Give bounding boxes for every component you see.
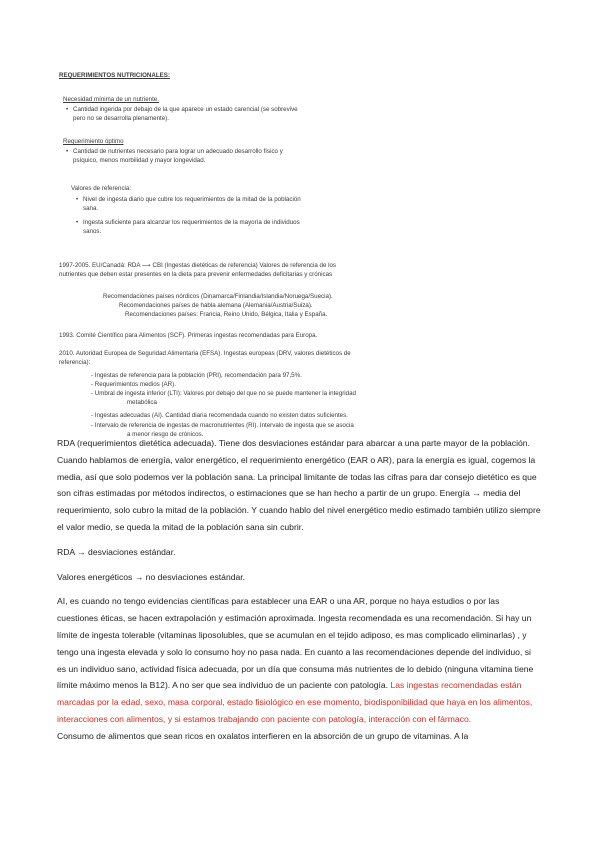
scf-line: 1993. Comité Científico para Alimentos (SCF). Primeras ingestas recomendadas para Europa.: [59, 332, 318, 339]
history-line-cont: nutrientes que deben estar presentes en la dieta para prevenir enfermedades deficitarias y crónicas: [59, 271, 333, 278]
rec-other: Recomendaciones países: Francia, Reino Unido, Bélgica, Italia y España.: [125, 311, 328, 318]
efsa-item-ri: - Intervalo de referencia de ingestas de macronutrientes (RI). Intervalo de ingesta que se asocia: [91, 422, 354, 429]
body-text: [57, 435, 542, 745]
paragraph-ai-text: AI, es cuando no tengo evidencias científicas para establecer una EAR o una AR, porque no haya estudios o por las cuestiones éticas, se hacen extrapolación y estimación aproximada. Ingesta recomendada es una recomendación. Si hay un límite de ingesta tolerable (vitaminas liposolubles, que se acumulan en el tejido adiposo, es mas complicado eliminarlas) , y tengo una ingesta elevada y solo lo consumo hoy no pasa nada. En cuanto a las recomendaciones depende del individuo, si es un individuo sano, actividad física adecuada, por un día que consuma más nutrientes de lo debido (ninguna vitamina tiene límite máximo menos la B12). A no ser que sea individuo de un paciente con patología.: [57, 596, 534, 691]
min-bullet-cont: pero no se desarrolla plenamente).: [73, 115, 169, 122]
rec-nordic: Recomendaciones países nórdicos (Dinamarca/Finlandia/Islandia/Noruega/Suecia).: [103, 293, 333, 300]
efsa-item-pri: - Ingestas de referencia para la población (PRI), recomendación para 97,5%.: [91, 372, 302, 379]
min-bullet-line: • Cantidad ingerida por debajo de la que aparece un estado carencial (se sobrevive: [73, 106, 298, 114]
rec-german: Recomendaciones países de habla alemana (Alemania/Austria/Suiza).: [119, 302, 313, 309]
highlighted-red-text: Las ingestas recomendadas están marcadas por la edad, sexo, masa corporal, estado fisiológico en ese momento, biodisponibilidad que haya en los alimentos, interacciones con alimentos, y si estamos trabajando con paciente con patología, interacción con el fármaco.: [57, 680, 533, 724]
efsa-line-cont: referencia):: [59, 359, 91, 366]
ref-heading: Valores de referencia:: [71, 185, 132, 192]
paragraph-oxalates: Consumo de alimentos que sean ricos en oxalatos interfieren en la absorción de un grupo de vitaminas. A la: [57, 730, 469, 741]
ref-bullet-1-cont: sana.: [83, 205, 99, 212]
ref-bullet-2-cont: sanos.: [83, 228, 102, 235]
efsa-line: 2010. Autoridad Europea de Seguridad Alimentaria (EFSA). Ingestas europeas (DRV, valores dietéticos de: [59, 350, 351, 357]
paragraph-ai: [57, 593, 542, 727]
ref-bullet-2: • Ingesta suficiente para alcanzar los requerimientos de la mayoría de individuos: [83, 219, 300, 227]
opt-bullet-cont: psíquico, menos morbilidad y mayor longevidad.: [73, 157, 206, 164]
efsa-item-ai: - Ingestas adecuadas (AI). Cantidad diaria recomendada cuando no existen datos suficientes.: [91, 412, 348, 419]
ref-bullet-1: • Nivel de ingesta diario que cubre los requerimientos de la mitad de la población: [83, 196, 301, 204]
paragraph-rda-arrow: RDA → desviaciones estándar.: [57, 546, 176, 557]
efsa-item-lti: - Umbral de ingesta inferior (LTI): Valores por debajo del que no se puede mantener la integridad: [91, 390, 356, 397]
opt-heading: Requerimiento óptimo: [63, 138, 124, 145]
efsa-item-ri-cont: a menor riesgo de crónicos.: [127, 431, 204, 438]
efsa-item-lti-cont: metabólica: [127, 399, 157, 406]
min-heading: Necesidad mínima de un nutriente.: [63, 96, 159, 103]
history-line: 1997-2005. EU/Canadá: RDA ⟶ CBI (Ingestas dietéticas de referencia) Valores de referencia de los: [59, 262, 337, 269]
image-title: REQUERIMIENTOS NUTRICIONALES:: [59, 72, 170, 79]
efsa-item-ar: - Requerimientos medios (AR).: [91, 381, 176, 388]
opt-bullet-line: • Cantidad de nutrientes necesario para lograr un adecuado desarrollo físico y: [73, 148, 283, 156]
paragraph-energy-arrow: Valores energéticos → no desviaciones estándar.: [57, 571, 246, 582]
paragraph-rda: RDA (requerimientos dietética adecuada). Tiene dos desviaciones estándar para abarcar a una parte mayor de la población. Cuando hablamos de energía, valor energético, el requerimiento energético (EAR o AR), para la energía es igual, cogemos la media, así que solo podemos ver la población sana. La principal limitante de todas las cifras para dar consejo dietético es que son cifras estimadas por métodos indirectos, o estimaciones que se han hecho a partir de un grupo. Energía → media del requerimiento, solo cubro la mitad de la población. Y cuando hablo del nivel energético medio estimado también utilizo siempre el valor medio, se queda la mitad de la población sana sin cubrir.: [57, 438, 541, 532]
